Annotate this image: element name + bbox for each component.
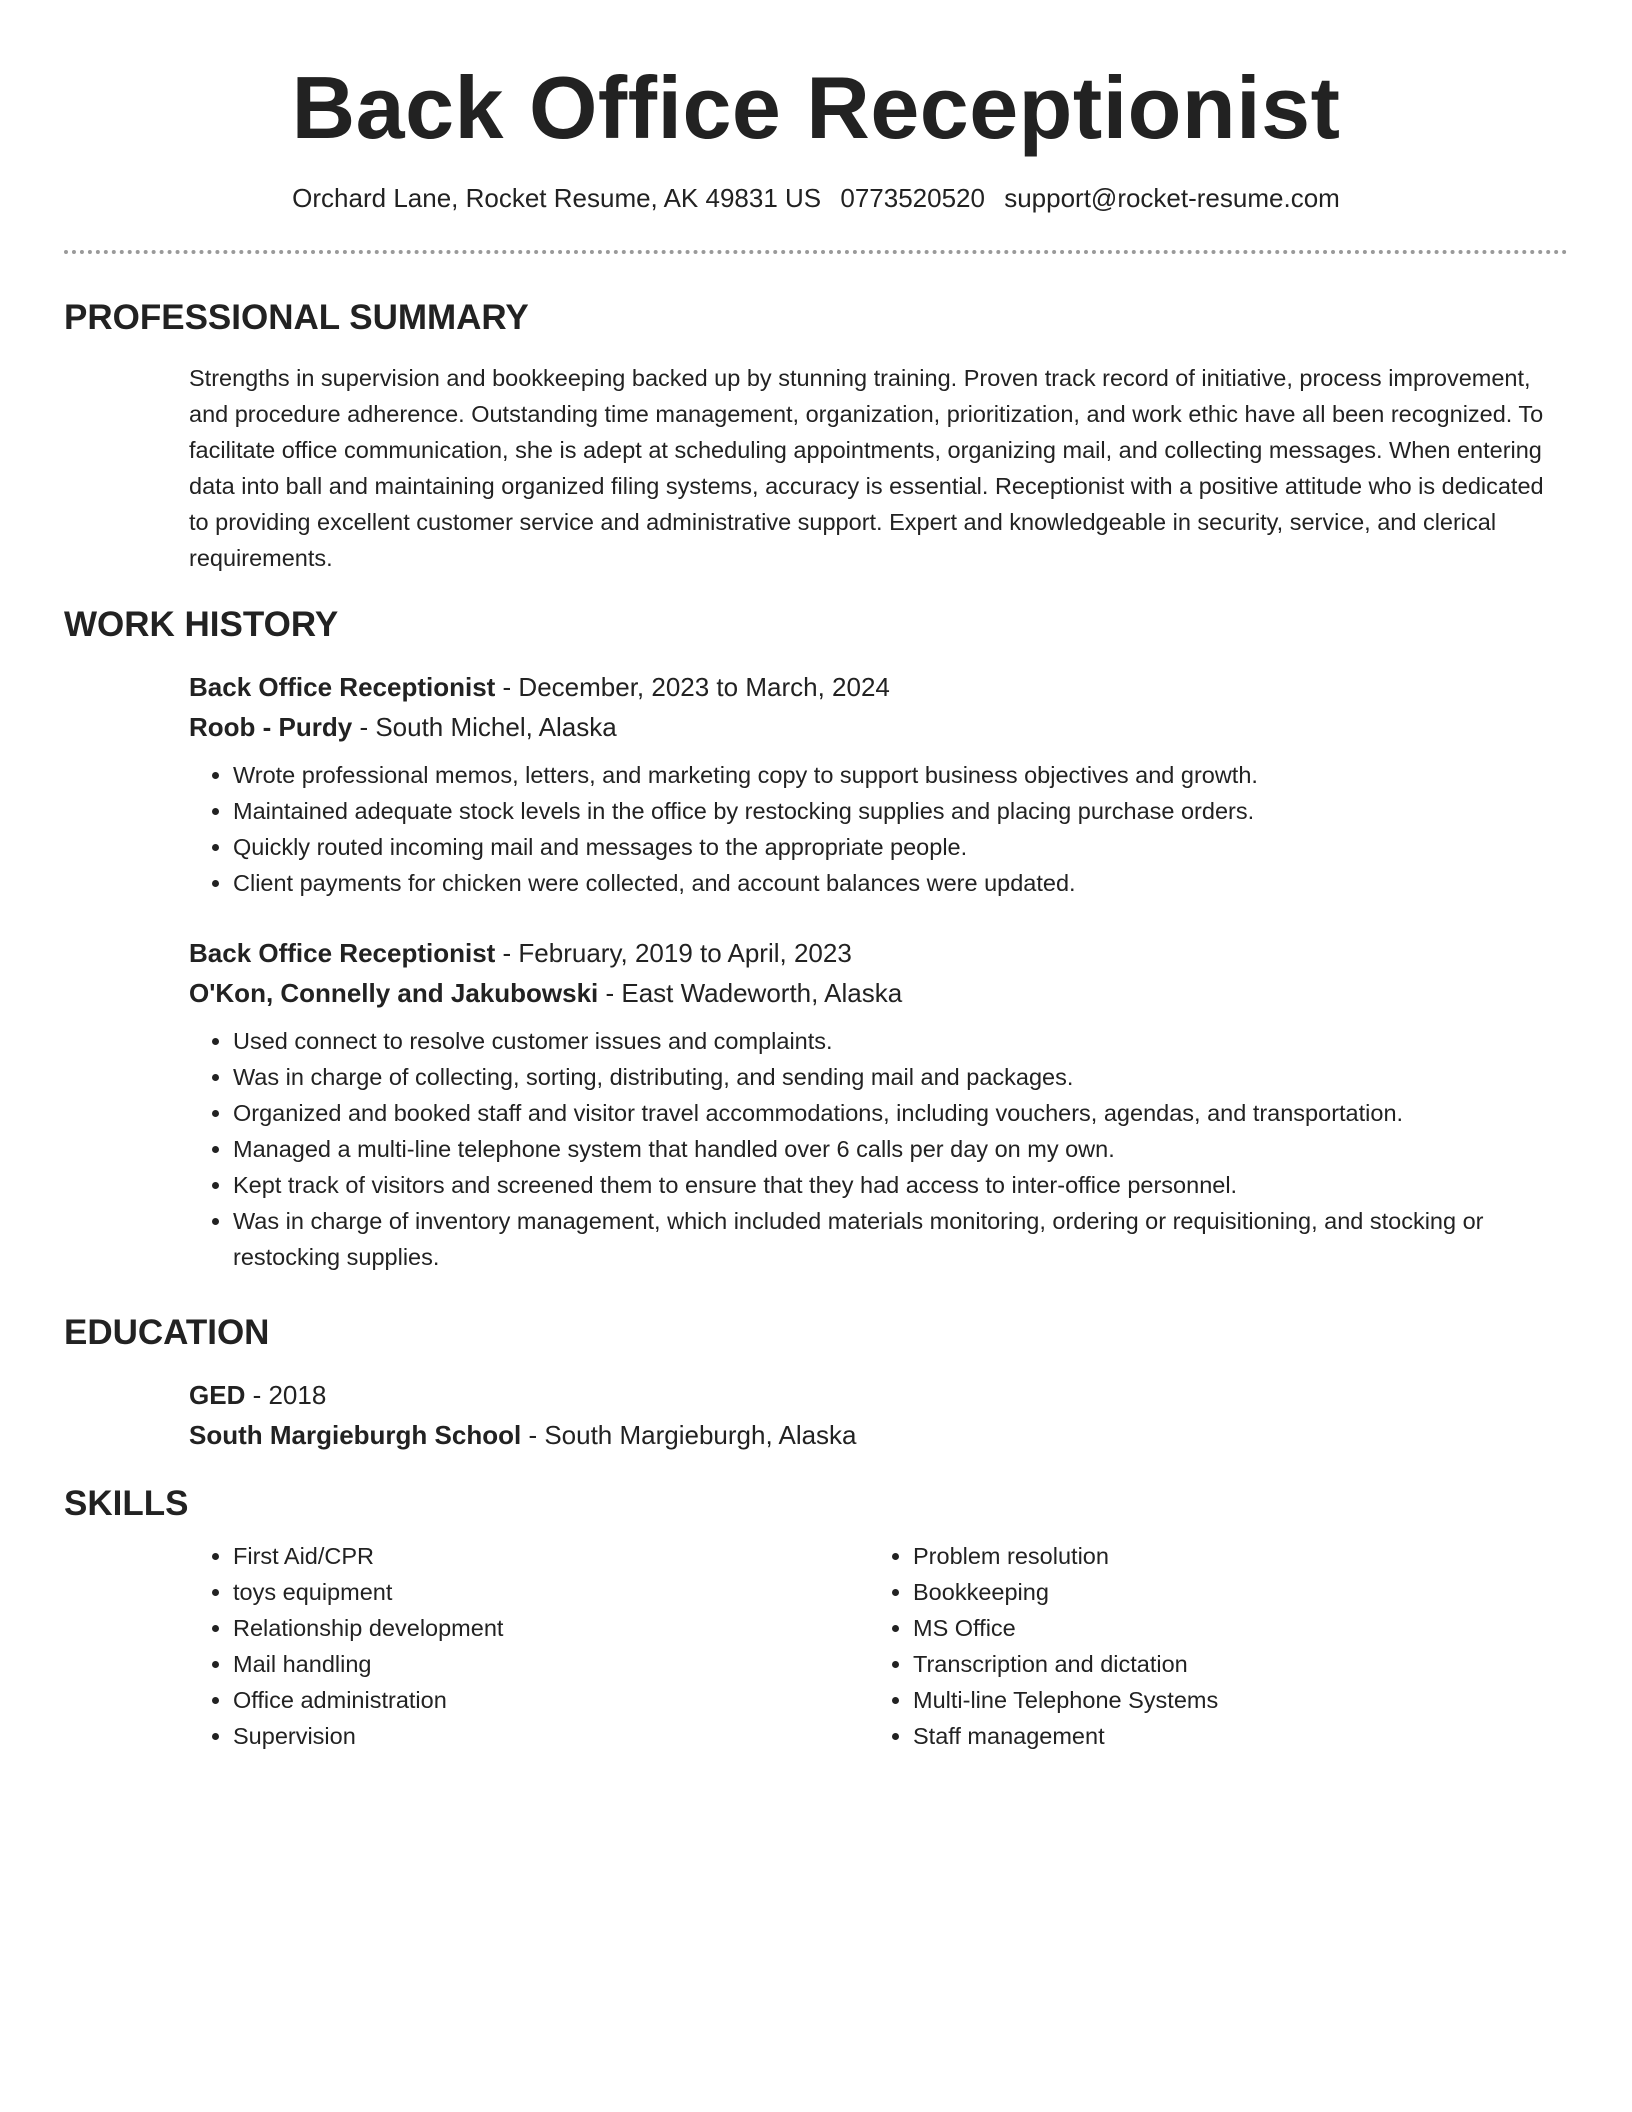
list-item: • Transcription and dictation: [913, 1646, 1549, 1682]
education-title: EDUCATION: [64, 1313, 270, 1352]
education-entry: [189, 1375, 1568, 1455]
work-history-section: [64, 603, 1568, 1275]
list-item: • toys equipment: [233, 1574, 869, 1610]
list-item: • Used connect to resolve customer issues and complaints.: [233, 1023, 1568, 1059]
list-item: • Staff management: [913, 1718, 1549, 1754]
job-title-line: [189, 933, 1568, 973]
education-school-line: [189, 1415, 1568, 1455]
contact-email: support@rocket-resume.com: [1004, 183, 1340, 213]
education-degree-line: [189, 1375, 1568, 1415]
summary-title: PROFESSIONAL SUMMARY: [64, 298, 529, 337]
skills-column-left: [189, 1538, 869, 1754]
resume-page: [64, 0, 1568, 1749]
contact-phone: 0773520520: [840, 183, 985, 213]
job-entry: [189, 667, 1568, 901]
candidate-name: Back Office Receptionist: [291, 58, 1341, 157]
job-company-line: [189, 707, 1568, 747]
work-history-title: WORK HISTORY: [64, 605, 339, 644]
job-bullets: [189, 1023, 1568, 1275]
education-section: [64, 1311, 1568, 1455]
list-item: • Wrote professional memos, letters, and marketing copy to support business objectives and growth.: [233, 757, 1568, 793]
job-dates: - February, 2019 to April, 2023: [495, 938, 852, 968]
list-item: • Was in charge of inventory management, which included materials monitoring, ordering or requisitioning, and stocking or restocking supplies.: [233, 1203, 1568, 1275]
education-degree: GED: [189, 1380, 246, 1410]
list-item: • Office administration: [233, 1682, 869, 1718]
job-position: Back Office Receptionist: [189, 938, 496, 968]
header-divider: [64, 250, 1568, 254]
education-location: - South Margieburgh, Alaska: [521, 1420, 857, 1450]
list-item: • Client payments for chicken were collected, and account balances were updated.: [233, 865, 1568, 901]
job-company-line: [189, 973, 1568, 1013]
job-title-line: [189, 667, 1568, 707]
list-item: • Mail handling: [233, 1646, 869, 1682]
list-item: • Bookkeeping: [913, 1574, 1549, 1610]
list-item: • Organized and booked staff and visitor travel accommodations, including vouchers, agendas, and transportation.: [233, 1095, 1568, 1131]
contact-line: [64, 182, 1568, 214]
job-entry: [189, 933, 1568, 1275]
job-location: - South Michel, Alaska: [352, 712, 617, 742]
job-location: - East Wadeworth, Alaska: [598, 978, 903, 1008]
summary-text: Strengths in supervision and bookkeeping backed up by stunning training. Proven track record of initiative, process improvement, and procedure adherence. Outstanding time management, organization, prioritization, and work ethic have all been recognized. To facilitate office communication, she is adept at scheduling appointments, organizing mail, and collecting messages. When entering data into ball and maintaining organized filing systems, accuracy is essential. Receptionist with a positive attitude who is dedicated to providing excellent customer service and administrative support. Expert and knowledgeable in security, service, and clerical requirements.: [189, 365, 1544, 571]
contact-address: Orchard Lane, Rocket Resume, AK 49831 US: [292, 183, 822, 213]
list-item: • MS Office: [913, 1610, 1549, 1646]
summary-section: [64, 296, 1568, 576]
list-item: • Kept track of visitors and screened them to ensure that they had access to inter-office personnel.: [233, 1167, 1568, 1203]
skills-column-right: [869, 1538, 1549, 1754]
job-company: O'Kon, Connelly and Jakubowski: [189, 978, 599, 1008]
list-item: • Relationship development: [233, 1610, 869, 1646]
skills-title: SKILLS: [64, 1484, 189, 1523]
list-item: • Maintained adequate stock levels in the office by restocking supplies and placing purchase orders.: [233, 793, 1568, 829]
job-bullets: [189, 757, 1568, 901]
list-item: • Problem resolution: [913, 1538, 1549, 1574]
list-item: • Managed a multi-line telephone system that handled over 6 calls per day on my own.: [233, 1131, 1568, 1167]
list-item: • Was in charge of collecting, sorting, distributing, and sending mail and packages.: [233, 1059, 1568, 1095]
education-year: - 2018: [245, 1380, 327, 1410]
job-dates: - December, 2023 to March, 2024: [495, 672, 890, 702]
job-position: Back Office Receptionist: [189, 672, 496, 702]
education-school: South Margieburgh School: [189, 1420, 522, 1450]
skills-columns: [189, 1538, 1568, 1754]
job-company: Roob - Purdy: [189, 712, 353, 742]
list-item: • Supervision: [233, 1718, 869, 1754]
list-item: • First Aid/CPR: [233, 1538, 869, 1574]
skills-section: [64, 1482, 1568, 1754]
list-item: • Multi-line Telephone Systems: [913, 1682, 1549, 1718]
list-item: • Quickly routed incoming mail and messages to the appropriate people.: [233, 829, 1568, 865]
